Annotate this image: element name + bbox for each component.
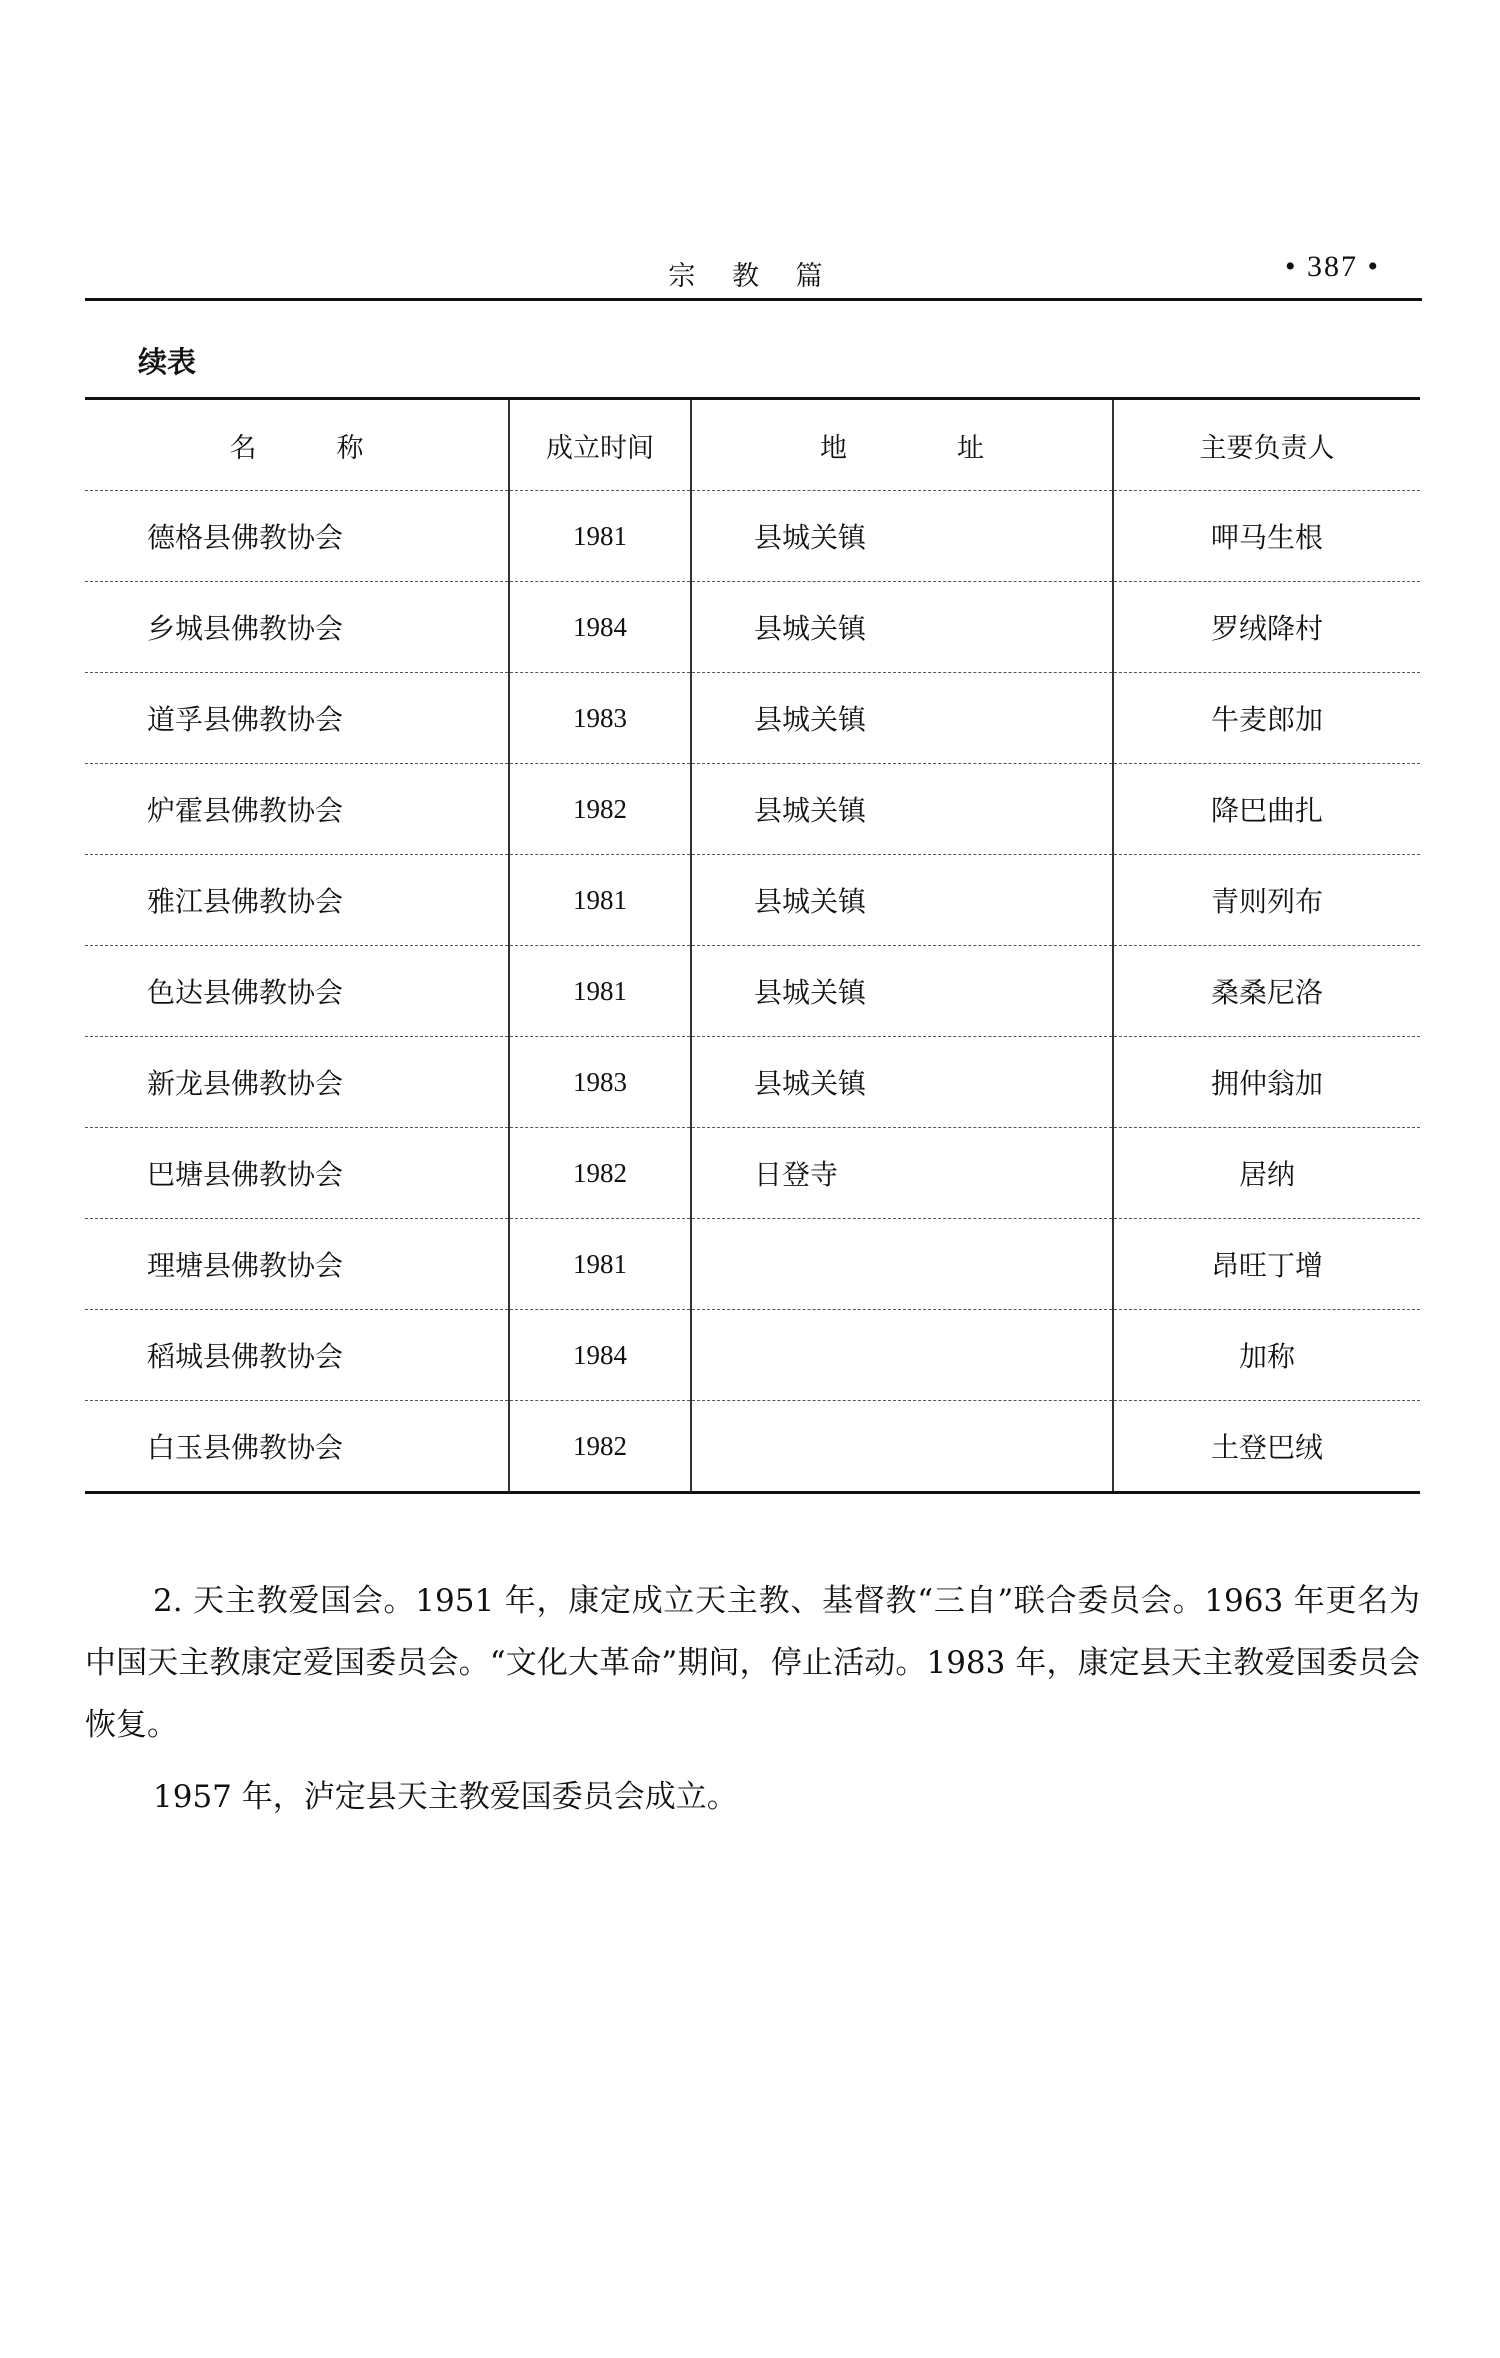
paragraph-luding: 1957 年，泸定县天主教爱国委员会成立。 bbox=[153, 1779, 738, 1815]
cell-name: 德格县佛教协会 bbox=[85, 491, 509, 582]
body-text bbox=[85, 1570, 1420, 1828]
cell-year: 1981 bbox=[509, 1219, 691, 1310]
column-header-name: 名称 bbox=[85, 399, 509, 491]
cell-name: 乡城县佛教协会 bbox=[85, 582, 509, 673]
cell-leader: 呷马生根 bbox=[1113, 491, 1420, 582]
column-header-address: 地址 bbox=[691, 399, 1113, 491]
cell-year: 1984 bbox=[509, 582, 691, 673]
cell-name: 雅江县佛教协会 bbox=[85, 855, 509, 946]
table-header-row bbox=[85, 399, 1420, 491]
cell-address: 县城关镇 bbox=[691, 946, 1113, 1037]
cell-year: 1981 bbox=[509, 946, 691, 1037]
table-row bbox=[85, 764, 1420, 855]
cell-name: 白玉县佛教协会 bbox=[85, 1401, 509, 1493]
cell-name: 道孚县佛教协会 bbox=[85, 673, 509, 764]
cell-name: 稻城县佛教协会 bbox=[85, 1310, 509, 1401]
table-row bbox=[85, 1128, 1420, 1219]
cell-name: 新龙县佛教协会 bbox=[85, 1037, 509, 1128]
cell-address: 县城关镇 bbox=[691, 1037, 1113, 1128]
cell-leader: 桑桑尼洛 bbox=[1113, 946, 1420, 1037]
table-row bbox=[85, 855, 1420, 946]
cell-leader: 昂旺丁增 bbox=[1113, 1219, 1420, 1310]
continued-table-label: 续表 bbox=[138, 345, 197, 379]
cell-leader: 牛麦郎加 bbox=[1113, 673, 1420, 764]
association-table-container bbox=[85, 397, 1420, 1494]
cell-year: 1984 bbox=[509, 1310, 691, 1401]
table-row bbox=[85, 582, 1420, 673]
cell-name: 炉霍县佛教协会 bbox=[85, 764, 509, 855]
cell-address bbox=[691, 1310, 1113, 1401]
table-row bbox=[85, 946, 1420, 1037]
cell-year: 1983 bbox=[509, 673, 691, 764]
page-number: • 387 • bbox=[1284, 250, 1380, 283]
cell-year: 1981 bbox=[509, 855, 691, 946]
table-row bbox=[85, 1310, 1420, 1401]
cell-address: 日登寺 bbox=[691, 1128, 1113, 1219]
column-header-leader: 主要负责人 bbox=[1113, 399, 1420, 491]
cell-name: 巴塘县佛教协会 bbox=[85, 1128, 509, 1219]
table-row bbox=[85, 491, 1420, 582]
cell-name: 色达县佛教协会 bbox=[85, 946, 509, 1037]
cell-year: 1982 bbox=[509, 1401, 691, 1493]
page-header bbox=[85, 240, 1420, 300]
cell-year: 1982 bbox=[509, 764, 691, 855]
cell-year: 1982 bbox=[509, 1128, 691, 1219]
cell-leader: 加称 bbox=[1113, 1310, 1420, 1401]
header-rule bbox=[85, 298, 1422, 301]
cell-address: 县城关镇 bbox=[691, 855, 1113, 946]
paragraph-catholic-association: 2. 天主教爱国会。1951 年，康定成立天主教、基督教“三自”联合委员会。1963 年更名为中国天主教康定爱国委员会。“文化大革命”期间，停止活动。1983 年，康定县天主教爱国委员会恢复。 bbox=[85, 1583, 1420, 1743]
cell-address: 县城关镇 bbox=[691, 673, 1113, 764]
cell-address bbox=[691, 1401, 1113, 1493]
cell-name: 理塘县佛教协会 bbox=[85, 1219, 509, 1310]
table-row bbox=[85, 673, 1420, 764]
table-row bbox=[85, 1219, 1420, 1310]
cell-leader: 降巴曲扎 bbox=[1113, 764, 1420, 855]
section-title: 宗 教 篇 bbox=[668, 261, 837, 292]
association-table bbox=[85, 397, 1420, 1494]
table-row bbox=[85, 1037, 1420, 1128]
cell-year: 1981 bbox=[509, 491, 691, 582]
cell-leader: 土登巴绒 bbox=[1210, 1431, 1323, 1464]
cell-leader: 青则列布 bbox=[1113, 855, 1420, 946]
table-row bbox=[85, 1401, 1420, 1493]
cell-address bbox=[691, 1219, 1113, 1310]
cell-leader: 拥仲翁加 bbox=[1113, 1037, 1420, 1128]
cell-leader: 罗绒降村 bbox=[1113, 582, 1420, 673]
cell-address: 县城关镇 bbox=[691, 582, 1113, 673]
column-header-year: 成立时间 bbox=[509, 399, 691, 491]
cell-year: 1983 bbox=[509, 1037, 691, 1128]
cell-address: 县城关镇 bbox=[691, 764, 1113, 855]
cell-address: 县城关镇 bbox=[691, 491, 1113, 582]
cell-leader: 居纳 bbox=[1113, 1128, 1420, 1219]
